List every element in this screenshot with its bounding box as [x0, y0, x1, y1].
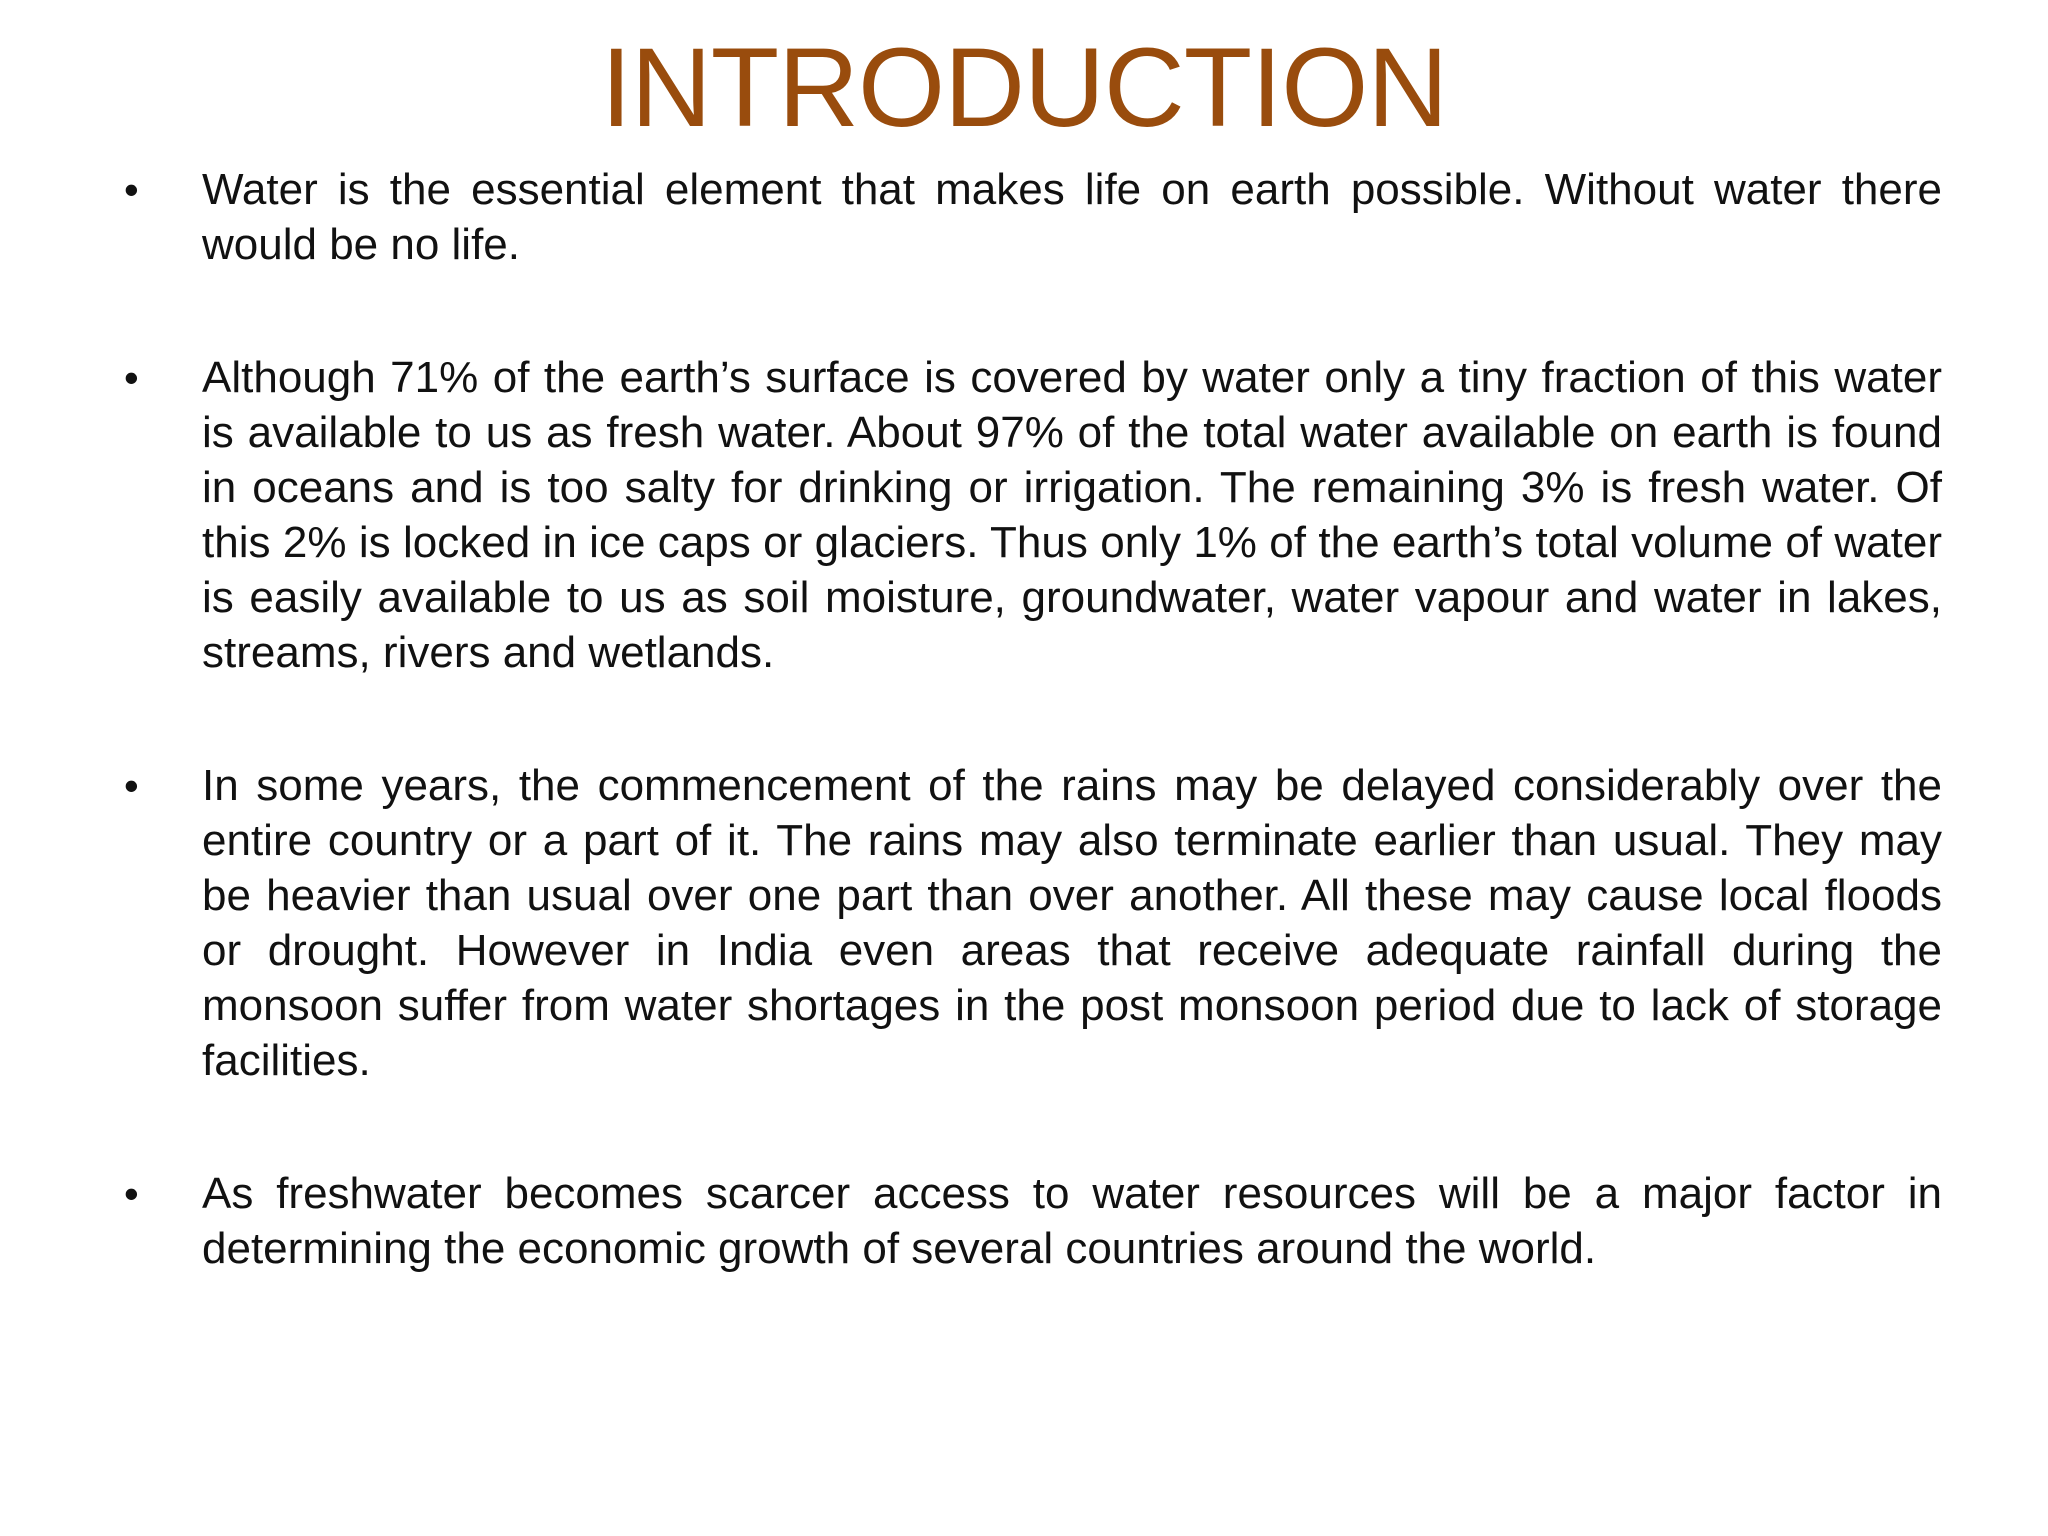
bullet-dot-icon: • [124, 354, 139, 401]
bullet-text: Although 71% of the earth’s surface is covered by water only a tiny fraction of this water is available to us as fresh water. About 97% of the total water available on earth is found in oceans and is too salty for drinking or irrigation. The remaining 3% is fresh water. Of this 2% is locked in ice caps or glaciers. Thus only 1% of the earth’s total volume of water is easily available to us as soil moisture, groundwater, water vapour and water in lakes, streams, rivers and wetlands. [202, 353, 1942, 677]
bullet-text: In some years, the commencement of the rains may be delayed considerably over the entire country or a part of it. The rains may also terminate earlier than usual. They may be heavier than usual over one part than over another. All these may cause local floods or drought. However in India even areas that receive adequate rainfall during the monsoon suffer from water shortages in the post monsoon period due to lack of storage facilities. [202, 761, 1942, 1085]
bullet-dot-icon: • [124, 166, 139, 213]
bullet-text: As freshwater becomes scarcer access to water resources will be a major factor in determining the economic growth of several countries around the world. [202, 1169, 1942, 1273]
bullet-text: Water is the essential element that makes life on earth possible. Without water there would be no life. [202, 165, 1942, 269]
bullet-dot-icon: • [124, 762, 139, 809]
bullet-dot-icon: • [124, 1170, 139, 1217]
slide-title: INTRODUCTION [600, 25, 1448, 150]
